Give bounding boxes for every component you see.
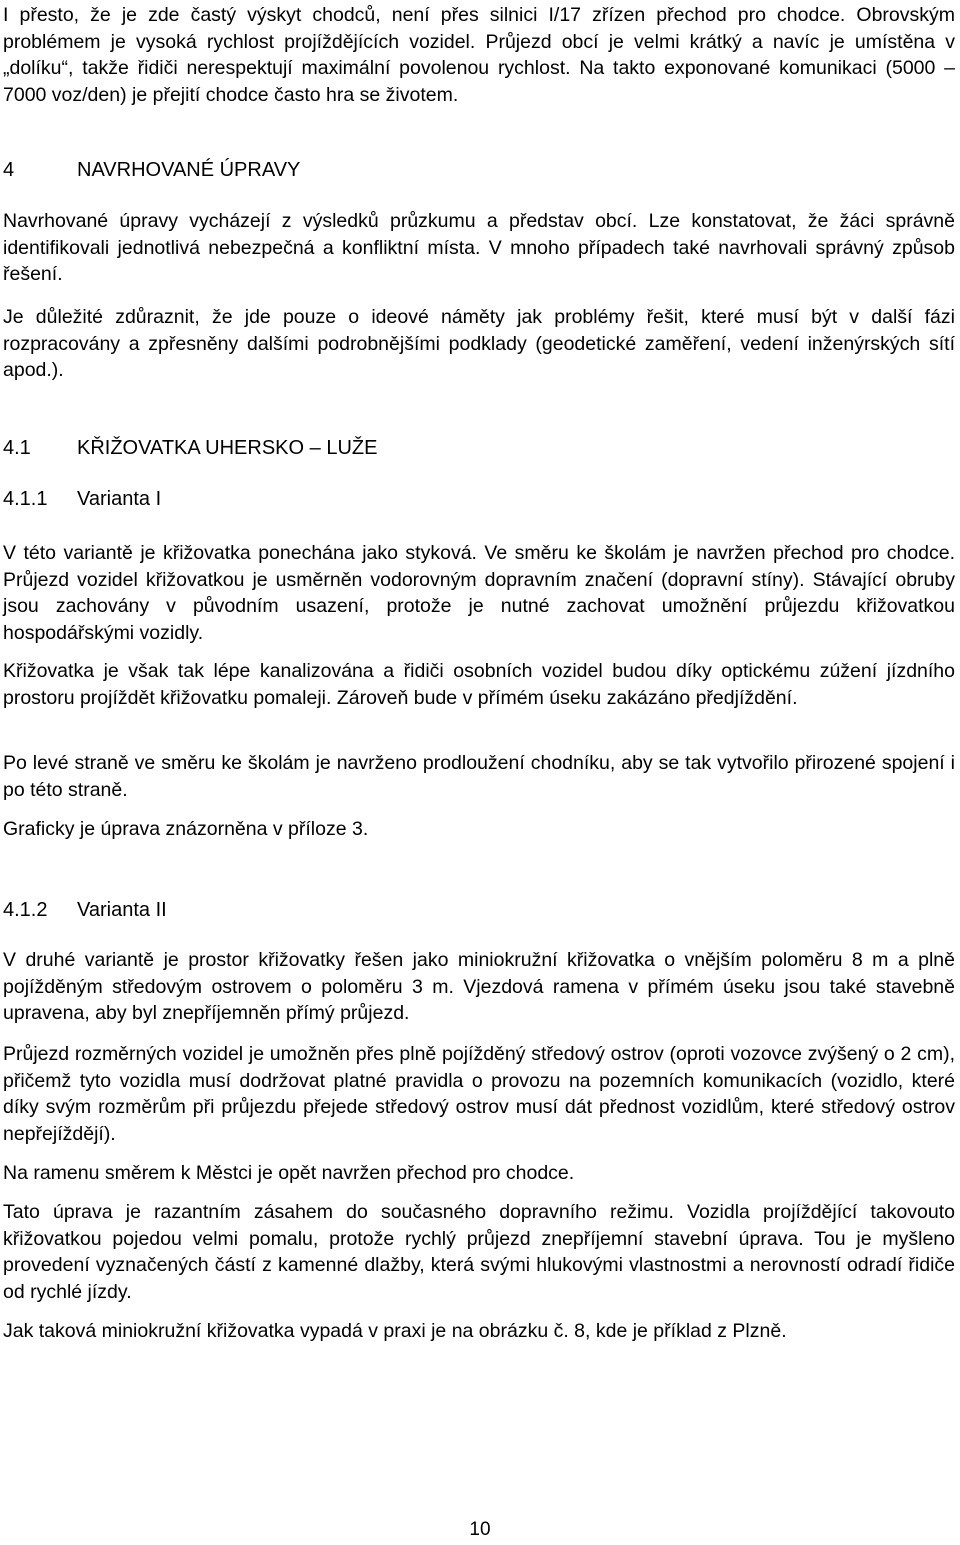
heading-4-1-2-title: Varianta II — [77, 899, 167, 921]
paragraph-variant-1-b: Křižovatka je však tak lépe kanalizována a řidiči osobních vozidel budou díky optickému zúžení jízdního prostoru projíždět křižovatku pomaleji. Zároveň bude v přímém úseku zakázáno předjíždění. — [3, 660, 955, 709]
heading-4-1-1 — [3, 486, 161, 512]
paragraph-variant-2-b: Průjezd rozměrných vozidel je umožněn přes plně pojížděný středový ostrov (oproti vozovce zvýšený o 2 cm), přičemž tyto vozidla musí dodržovat platné pravidla o provozu na pozemních komunikacích (vozidlo, které díky svým rozměrům při průjezdu přejede středový ostrov musí dát přednost vozidlům, které středový ostrov nepřejíždějí). — [3, 1043, 955, 1145]
heading-4-number: 4 — [3, 159, 15, 181]
paragraph-variant-1-c: Po levé straně ve směru ke školám je navrženo prodloužení chodníku, aby se tak vytvořilo přirozené spojení i po této straně. — [3, 752, 955, 801]
heading-4-title: NAVRHOVANÉ ÚPRAVY — [77, 159, 301, 181]
heading-4-1-2 — [3, 897, 167, 923]
paragraph-ideas: Je důležité zdůraznit, že jde pouze o ideové náměty jak problémy řešit, které musí být v další fázi rozpracovány a zpřesněny dalšími podrobnějšími podklady (geodetické zaměření, vedení inženýrských sítí apod.). — [3, 306, 955, 381]
paragraph-proposals: Navrhované úpravy vycházejí z výsledků průzkumu a představ obcí. Lze konstatovat, že žáci správně identifikovali jednotlivá nebezpečná a konfliktní místa. V mnoho případech také navrhovali správný způsob řešení. — [3, 210, 955, 285]
paragraph-variant-2-d: Tato úprava je razantním zásahem do současného dopravního režimu. Vozidla projíždějící takovouto křižovatkou pojedou velmi pomalu, protože rychlý průjezd znepříjemní stavební úprava. Tou je myšleno provedení vyznačených částí z kamenné dlažby, která svými hlukovými vlastnostmi a nerovností odradí řidiče od rychlé jízdy. — [3, 1201, 955, 1303]
paragraph-variant-1-d: Graficky je úprava znázorněna v příloze 3. — [3, 818, 369, 840]
heading-4-1-2-number: 4.1.2 — [3, 899, 48, 921]
paragraph-intro: I přesto, že je zde častý výskyt chodců, není přes silnici I/17 zřízen přechod pro chodce. Obrovským problémem je vysoká rychlost projíždějících vozidel. Průjezd obcí je velmi krátký a navíc je umístěna v „dolíku“, takže řidiči nerespektují maximální povolenou rychlost. Na takto exponované komunikaci (5000 – 7000 voz/den) je přejití chodce často hra se životem. — [3, 4, 955, 106]
heading-4-1-1-number: 4.1.1 — [3, 488, 48, 510]
heading-4-1-number: 4.1 — [3, 437, 31, 459]
paragraph-variant-2-c: Na ramenu směrem k Městci je opět navržen přechod pro chodce. — [3, 1162, 575, 1184]
heading-4-1-title: KŘIŽOVATKA UHERSKO – LUŽE — [77, 437, 378, 459]
paragraph-variant-2-e: Jak taková miniokružní křižovatka vypadá v praxi je na obrázku č. 8, kde je příklad z Plzně. — [3, 1320, 787, 1342]
heading-4 — [3, 157, 300, 183]
paragraph-variant-1-a: V této variantě je křižovatka ponechána jako styková. Ve směru ke školám je navržen přechod pro chodce. Průjezd vozidel křižovatkou je usměrněn vodorovným dopravním značení (dopravní stíny). Stávající obruby jsou zachovány v původním usazení, protože je nutné zachovat umožnění průjezdu křižovatkou hospodářskými vozidly. — [3, 542, 955, 644]
paragraph-variant-2-a: V druhé variantě je prostor křižovatky řešen jako miniokružní křižovatka o vnějším poloměru 8 m a plně pojížděným středovým ostrovem o poloměru 3 m. Vjezdová ramena v přímém úseku jsou také stavebně upravena, aby byl znepříjemněn přímý průjezd. — [3, 949, 955, 1024]
heading-4-1 — [3, 435, 377, 461]
heading-4-1-1-title: Varianta I — [77, 488, 162, 510]
page-number: 10 — [469, 1519, 491, 1540]
